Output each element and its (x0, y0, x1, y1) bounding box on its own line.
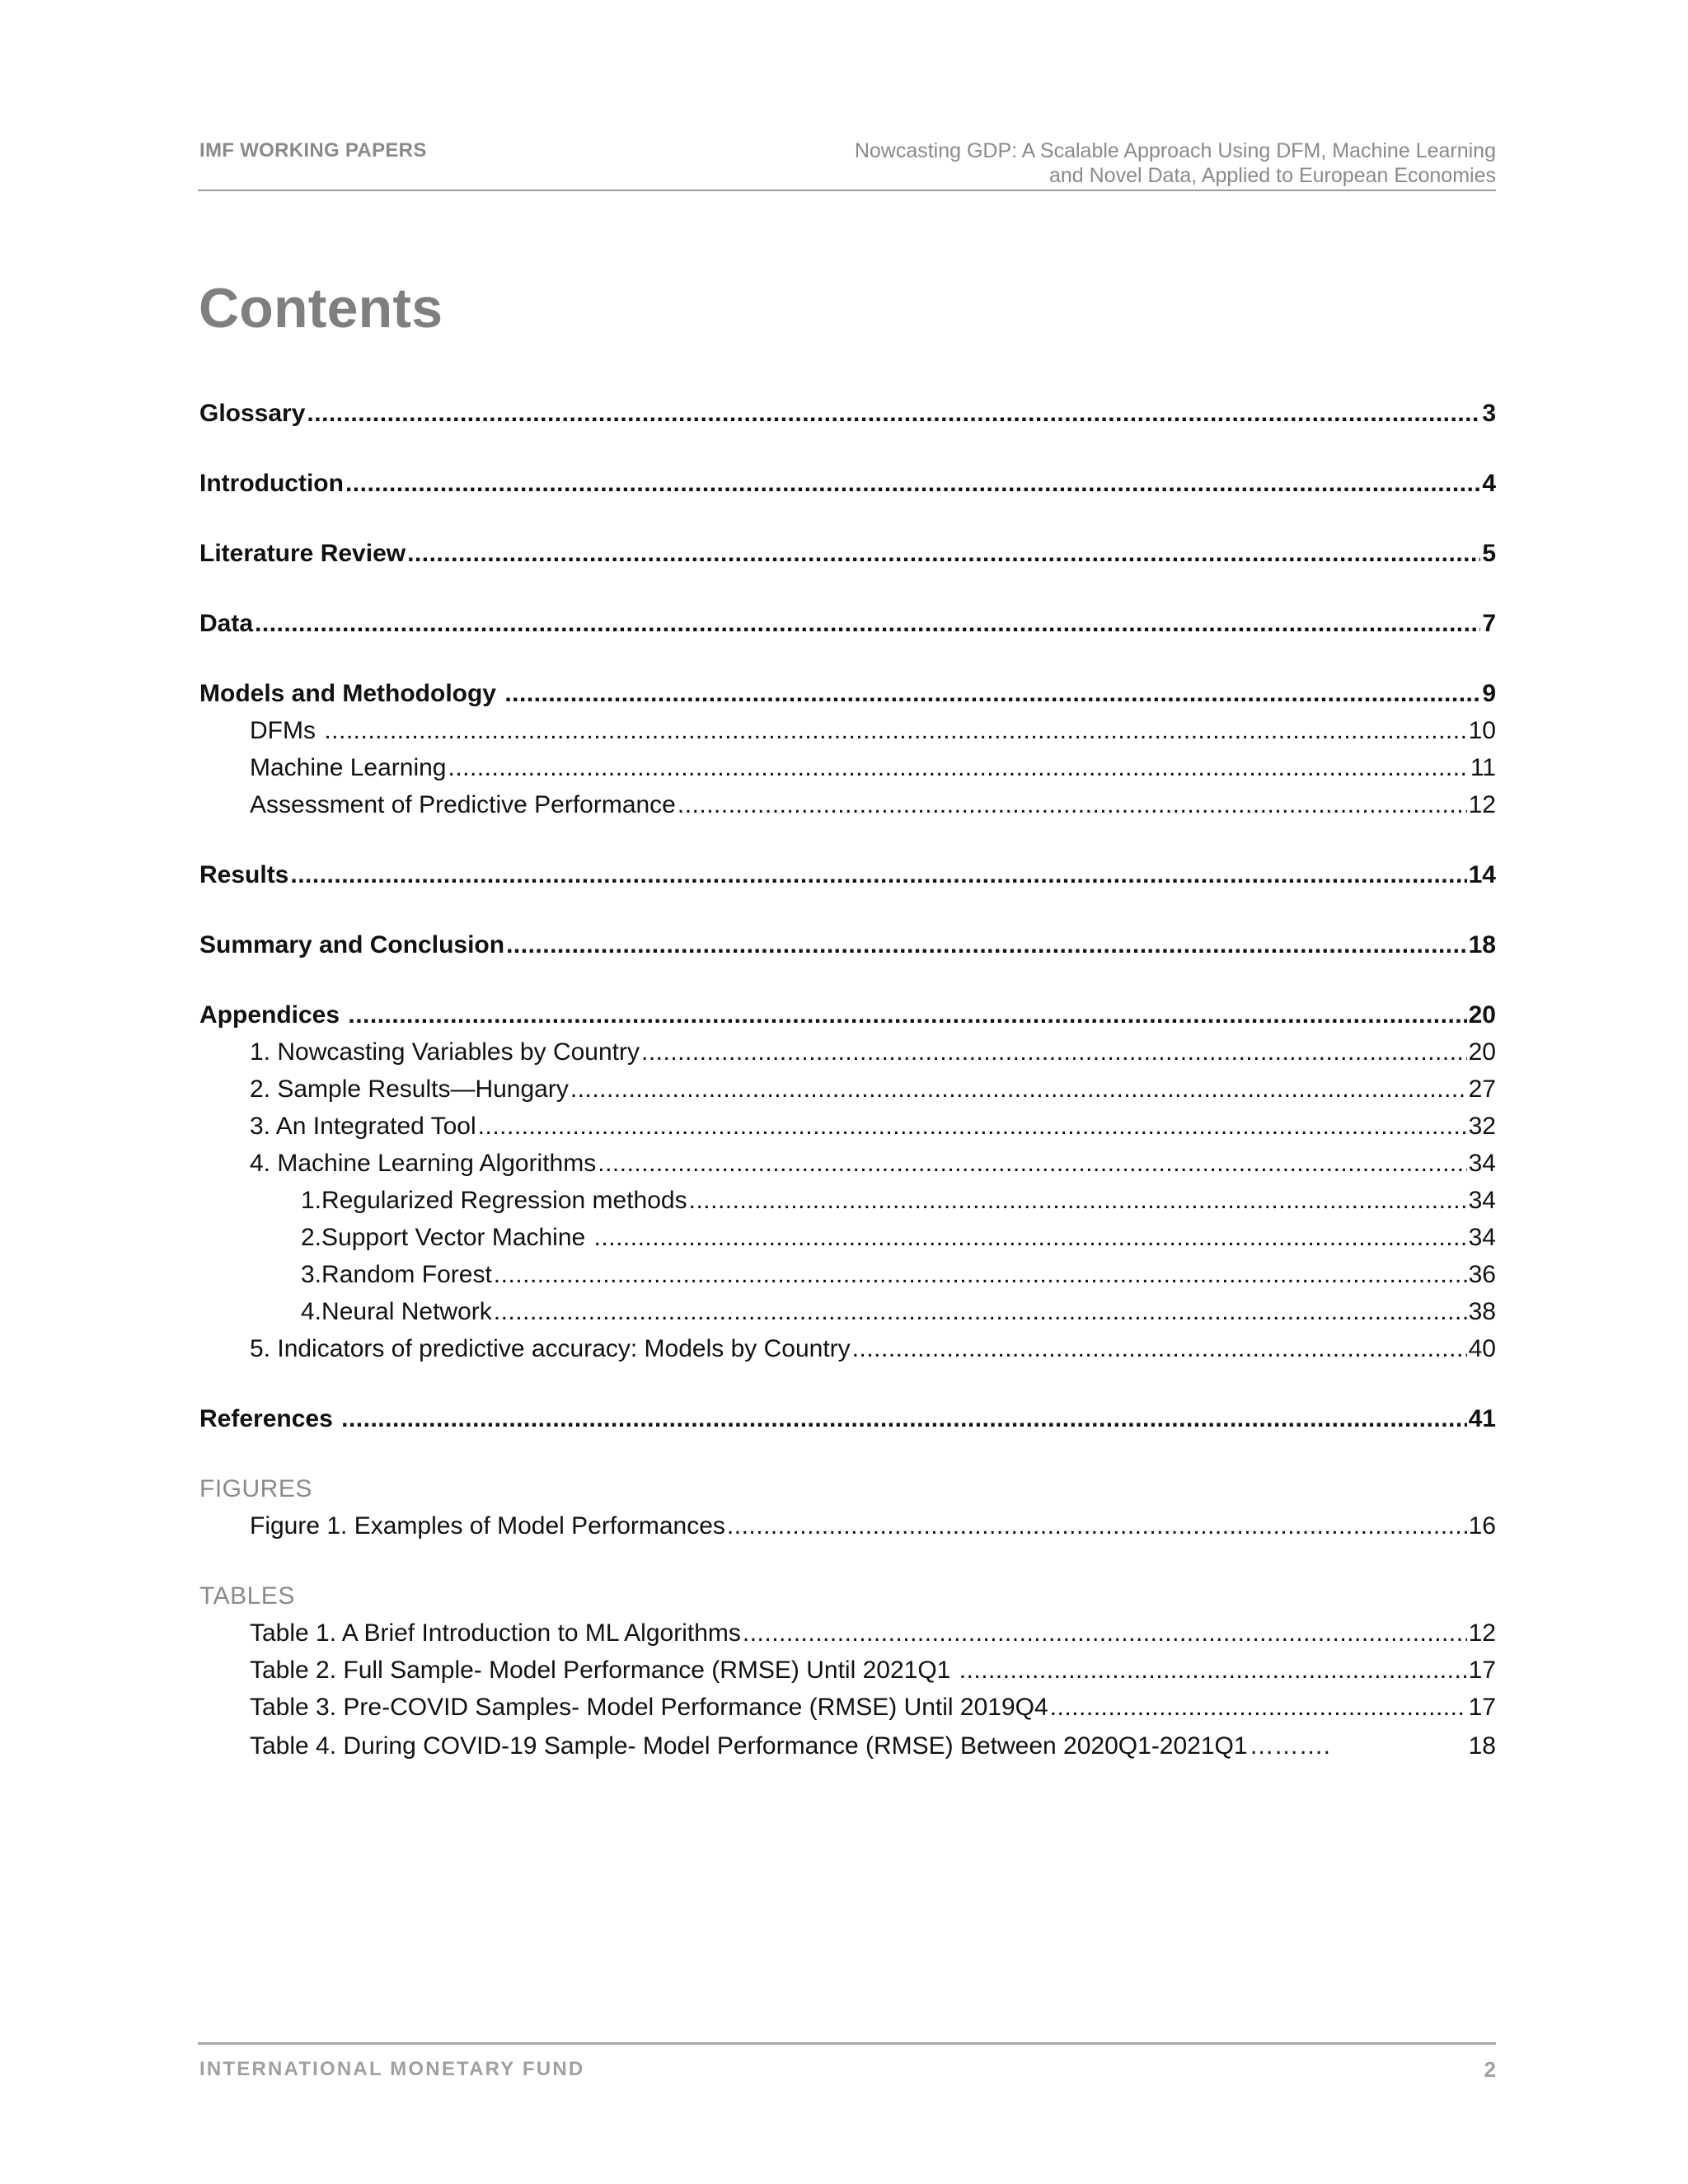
table-entry-page: 17 (1468, 1694, 1496, 1721)
toc-entry-title: Appendices (199, 1001, 347, 1029)
toc-entry-page: 9 (1482, 680, 1496, 707)
toc-entry-appendix-5[interactable] (250, 1333, 1496, 1366)
toc-entry-title: Regularized Regression methods (321, 1187, 687, 1214)
toc-leader-dots (494, 1258, 1467, 1291)
toc-entry-page: 18 (1468, 931, 1496, 958)
toc-entry-page: 34 (1468, 1187, 1496, 1214)
toc-entry-page: 3 (1482, 400, 1496, 427)
toc-leader-dots (678, 789, 1467, 822)
toc-entry-models-and-methodology[interactable] (199, 677, 1496, 710)
toc-entry-title: Introduction (199, 470, 344, 497)
toc-entry-introduction[interactable] (199, 467, 1496, 500)
table-entry-page: 17 (1468, 1657, 1496, 1684)
toc-entry-page: 34 (1468, 1150, 1496, 1177)
figure-entry-title: Figure 1. Examples of Model Performances (250, 1512, 725, 1540)
toc-leader-dots (494, 1296, 1467, 1329)
toc-entry-title: 4. Machine Learning Algorithms (250, 1150, 597, 1177)
page-number: 2 (1484, 2057, 1496, 2082)
toc-leader-dots (1050, 1691, 1467, 1724)
page-title: Contents (199, 277, 443, 340)
toc-entry-title: Results (199, 861, 289, 888)
toc-leader-dots (290, 859, 1466, 892)
toc-entry-appendix-4[interactable] (250, 1147, 1496, 1180)
toc-leader-dots (345, 467, 1480, 500)
header-divider (198, 190, 1496, 191)
toc-entry-title: Data (199, 610, 254, 637)
toc-entry-title: DFMs (250, 717, 323, 744)
table-entry-title: Table 2. Full Sample- Model Performance (RMSE) Until 2021Q1 (250, 1657, 958, 1684)
toc-entry-page: 5 (1482, 540, 1496, 567)
toc-entry-number: 3. (301, 1261, 322, 1288)
toc-entry-glossary[interactable] (199, 397, 1496, 430)
toc-leader-dots (348, 999, 1466, 1032)
table-entry-page: 18 (1468, 1732, 1496, 1760)
toc-leader-dots (852, 1333, 1467, 1366)
toc-leader-dots (506, 929, 1467, 962)
toc-leader-dots (594, 1221, 1467, 1254)
document-title-line-1: Nowcasting GDP: A Scalable Approach Using DFM, Machine Learning (854, 139, 1496, 162)
toc-entry-page: 27 (1468, 1076, 1496, 1103)
toc-entry-title: Machine Learning (250, 754, 447, 781)
toc-entry-number: 4. (301, 1298, 322, 1325)
table-entry-2[interactable] (250, 1654, 1496, 1687)
table-entry-title: Table 1. A Brief Introduction to ML Algorithms (250, 1619, 741, 1647)
toc-entry-title: 1. Nowcasting Variables by Country (250, 1038, 640, 1066)
toc-entry-page: 38 (1468, 1298, 1496, 1325)
toc-entry-assessment[interactable] (250, 789, 1496, 822)
toc-leader-dots (324, 715, 1466, 748)
toc-leader-dots (407, 537, 1480, 570)
toc-entry-page: 32 (1468, 1113, 1496, 1140)
toc-entry-page: 20 (1468, 1038, 1496, 1066)
toc-leader-dots (341, 1403, 1467, 1436)
toc-entry-appendix-3[interactable] (250, 1110, 1496, 1143)
table-entry-3[interactable] (250, 1691, 1496, 1724)
toc-leader-dots (959, 1654, 1467, 1687)
toc-entry-machine-learning[interactable] (250, 752, 1496, 785)
toc-leader-dots (727, 1510, 1467, 1543)
toc-entry-title: Neural Network (321, 1298, 492, 1325)
toc-entry-algorithm-4[interactable] (301, 1296, 1496, 1329)
toc-leader-dots (478, 1110, 1467, 1143)
table-entry-1[interactable] (250, 1617, 1496, 1650)
toc-leader-dots (570, 1073, 1467, 1106)
toc-entry-appendix-1[interactable] (250, 1036, 1496, 1069)
document-title (855, 138, 1496, 188)
toc-entry-title: 2. Sample Results—Hungary (250, 1076, 569, 1103)
page-header (198, 136, 1496, 187)
toc-leader-dots (641, 1036, 1467, 1069)
document-title-line-2: and Novel Data, Applied to European Economies (1048, 164, 1496, 187)
toc-entry-title: References (199, 1405, 340, 1432)
toc-entry-page: 40 (1468, 1335, 1496, 1362)
toc-leader-dots (504, 677, 1480, 710)
figures-section-label: FIGURES (199, 1475, 312, 1502)
toc-entry-page: 4 (1482, 470, 1496, 497)
toc-entry-results[interactable] (199, 859, 1496, 892)
toc-entry-appendix-2[interactable] (250, 1073, 1496, 1106)
toc-entry-title: 5. Indicators of predictive accuracy: Models by Country (250, 1335, 851, 1362)
toc-entry-page: 34 (1468, 1224, 1496, 1251)
table-entry-4[interactable] (250, 1730, 1496, 1763)
toc-entry-title: 3. An Integrated Tool (250, 1113, 476, 1140)
toc-leader-dots (743, 1617, 1467, 1650)
toc-entry-algorithm-3[interactable] (301, 1258, 1496, 1291)
toc-entry-title: Summary and Conclusion (199, 931, 505, 958)
toc-entry-title: Models and Methodology (199, 680, 504, 707)
footer-organization: INTERNATIONAL MONETARY FUND (199, 2058, 585, 2080)
toc-entry-data[interactable] (199, 607, 1496, 640)
toc-entry-title: Random Forest (321, 1261, 492, 1288)
toc-entry-dfms[interactable] (250, 715, 1496, 748)
toc-entry-number: 2. (301, 1224, 322, 1251)
toc-entry-title: Assessment of Predictive Performance (250, 791, 676, 818)
toc-leader-dots (448, 752, 1469, 785)
toc-entry-title: Glossary (199, 400, 306, 427)
toc-entry-page: 14 (1468, 861, 1496, 888)
toc-entry-title: Literature Review (199, 540, 406, 567)
toc-leader-ellipsis: ………. (1249, 1732, 1330, 1760)
toc-leader-dots (689, 1184, 1467, 1217)
toc-entry-page: 36 (1468, 1261, 1496, 1288)
toc-entry-page: 41 (1468, 1405, 1496, 1432)
toc-entry-page: 11 (1470, 754, 1496, 781)
toc-leader-dots (307, 397, 1480, 430)
table-entry-title: Table 4. During COVID-19 Sample- Model Performance (RMSE) Between 2020Q1-2021Q1 (250, 1732, 1248, 1760)
toc-entry-references[interactable] (199, 1403, 1496, 1436)
toc-entry-page: 20 (1468, 1001, 1496, 1029)
table-entry-title: Table 3. Pre-COVID Samples- Model Performance (RMSE) Until 2019Q4 (250, 1694, 1048, 1721)
tables-section-label: TABLES (199, 1582, 295, 1610)
footer-divider (198, 2042, 1496, 2045)
figure-entry-page: 16 (1468, 1512, 1496, 1540)
toc-entry-title: Support Vector Machine (321, 1224, 593, 1251)
toc-entry-page: 7 (1482, 610, 1496, 637)
toc-leader-dots (598, 1147, 1466, 1180)
toc-entry-algorithm-2[interactable] (301, 1221, 1496, 1254)
table-entry-page: 12 (1468, 1619, 1496, 1647)
toc-entry-page: 10 (1468, 717, 1496, 744)
toc-entry-number: 1. (301, 1187, 322, 1214)
figure-entry-1[interactable] (250, 1510, 1496, 1543)
toc-entry-appendices[interactable] (199, 999, 1496, 1032)
toc-entry-page: 12 (1468, 791, 1496, 818)
toc-entry-algorithm-1[interactable] (301, 1184, 1496, 1217)
series-name: IMF WORKING PAPERS (199, 139, 427, 162)
toc-entry-literature-review[interactable] (199, 537, 1496, 570)
toc-leader-dots (255, 607, 1480, 640)
toc-entry-summary[interactable] (199, 929, 1496, 962)
